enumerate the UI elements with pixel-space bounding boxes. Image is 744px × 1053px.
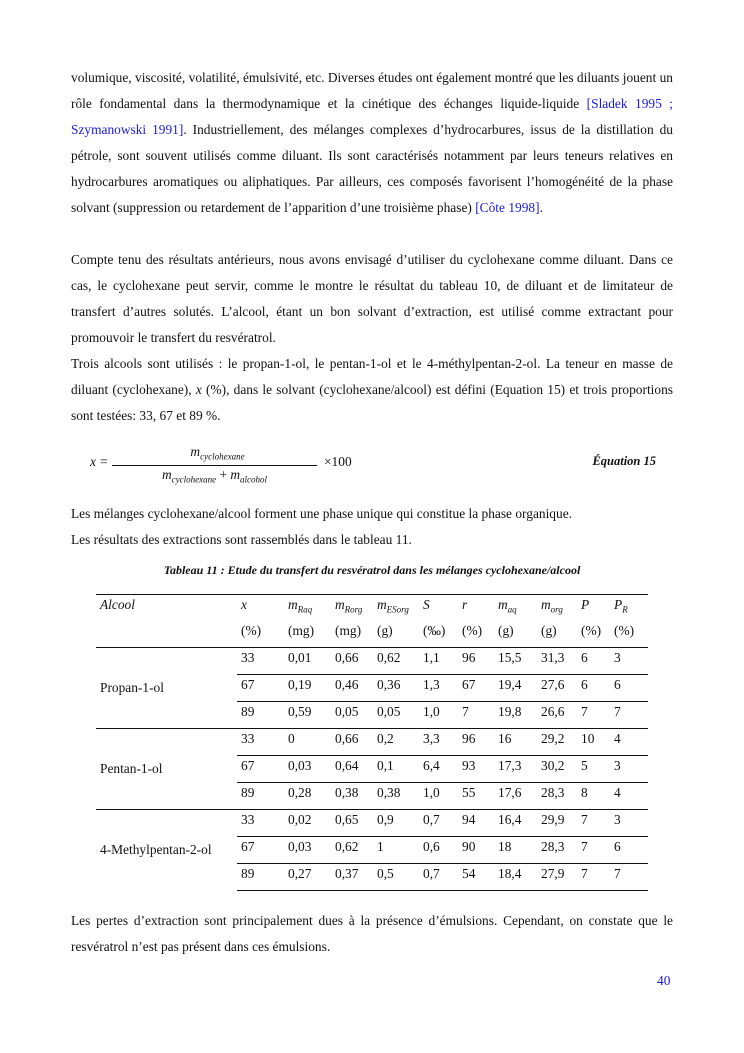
table-cell: 0,2: [373, 729, 419, 756]
table-cell: 0,27: [284, 864, 331, 891]
table-cell: 0,6: [419, 837, 458, 864]
table-cell: 0,38: [331, 783, 373, 810]
table-cell: 96: [462, 650, 476, 665]
table-cell: 33: [241, 650, 255, 665]
table-cell: 28,3: [537, 837, 577, 864]
table-cell: 28,3: [537, 783, 577, 810]
table-cell: 19,4: [494, 675, 537, 702]
table-cell: 6: [610, 675, 648, 702]
column-unit: (%): [237, 621, 284, 648]
equation-label: Équation 15: [592, 454, 656, 468]
table-cell: 0,59: [284, 702, 331, 729]
table-cell: 1,0: [419, 702, 458, 729]
column-header: $m_{org}$: [537, 595, 577, 622]
table-cell: 0: [284, 729, 331, 756]
paragraph-diluants: [71, 65, 673, 221]
table-cell: 96: [458, 729, 494, 756]
table-cell: 0,46: [331, 675, 373, 702]
table-cell: 0,7: [419, 864, 458, 891]
table-cell: 7: [458, 702, 494, 729]
paragraph-cyclohexane: Compte tenu des résultats antérieurs, nous avons envisagé d’utiliser du cyclohexane comme diluant. Dans ce cas, le cyclohexane peut servir, comme le montre le résultat du tableau 10, de diluant et de limitateur de transfert d’autres solutés. L’alcool, étant un bon solvant d’extraction, est utilisé comme extractant pour promouvoir le transfert du resvératrol.: [71, 252, 673, 345]
table-cell: 94: [458, 810, 494, 837]
table-cell: 0,02: [284, 810, 331, 837]
text: . Industriellement, des mélanges complexes d’hydrocarbures, issus de la distillation du pétrole, sont souvent utilisés comme diluant. Ils sont caractérisés notamment par leurs teneurs relatives en hydrocarbures aromatiques ou aliphatiques. Par ailleurs, ces composés favorisent l’homogénéité de la phase solvant (suppression ou retardement de l’apparition d’une troisième phase): [71, 122, 673, 215]
table-cell: 67: [237, 675, 284, 702]
column-unit: (%): [577, 621, 610, 648]
table-cell: 16,4: [494, 810, 537, 837]
column-header: S: [419, 595, 458, 622]
table-cell: 7: [577, 864, 610, 891]
table-cell: 0,66: [335, 650, 359, 665]
column-header: P: [577, 595, 610, 622]
table-cell: 89: [237, 864, 284, 891]
table-row: [96, 729, 648, 756]
table-row: [96, 648, 648, 675]
table-cell: 27,6: [537, 675, 577, 702]
table-cell: 17,6: [494, 783, 537, 810]
table-cell: 26,6: [537, 702, 577, 729]
table-cell: 33: [237, 810, 284, 837]
table-row: [96, 810, 648, 837]
table-cell: 15,5: [498, 650, 522, 665]
table-cell: 30,2: [537, 756, 577, 783]
table-cell: 1,0: [419, 783, 458, 810]
table-cell: 0,62: [331, 837, 373, 864]
table-cell: 0,65: [331, 810, 373, 837]
table-cell: 0,7: [419, 810, 458, 837]
table-cell: 0,9: [373, 810, 419, 837]
table-cell: 0,5: [373, 864, 419, 891]
table-cell: 0,36: [373, 675, 419, 702]
equation-denominator: $m_{cyclohexane} + m_{alcohol}$: [161, 467, 268, 485]
table-cell: 0,19: [284, 675, 331, 702]
table-cell: 7: [577, 810, 610, 837]
table-cell: 33: [237, 729, 284, 756]
column-unit: (g): [494, 621, 537, 648]
equation-lhs: x =: [90, 454, 109, 469]
paragraph-phase: Les mélanges cyclohexane/alcool forment une phase unique qui constitue la phase organique.: [71, 506, 572, 521]
column-unit: [96, 621, 237, 648]
column-unit: (‰): [419, 621, 458, 648]
table-cell: 3: [610, 756, 648, 783]
text: (%), dans le solvant (cyclohexane/alcool) est défini (Equation 15) et trois proportions sont testées: 33, 67 et 89 %.: [71, 382, 673, 423]
citation-link[interactable]: [Sladek 1995 ; Szymanowski 1991]: [71, 96, 673, 137]
equation-numerator: $m_{cyclohexane}$: [190, 444, 245, 462]
text: volumique, viscosité, volatilité, émulsivité, etc. Diverses études ont également montré que les diluants jouent un rôle fondamental dans la thermodynamique et la cinétique des échanges liquide-liquide: [71, 70, 673, 111]
results-table: [96, 594, 648, 891]
paragraph-pertes: Les pertes d’extraction sont principalement dues à la présence d’émulsions. Cependant, on constate que le resvératrol n’est pas présent dans ces émulsions.: [71, 913, 673, 954]
table-cell: 7: [610, 864, 648, 891]
table-cell: 7: [610, 702, 648, 729]
column-unit: (g): [373, 621, 419, 648]
table-cell: 0,62: [377, 650, 401, 665]
fraction-bar: [112, 465, 317, 466]
text: .: [539, 200, 543, 215]
table-cell: 0,66: [331, 729, 373, 756]
table-cell: 3: [614, 650, 621, 665]
table-cell: 0,01: [288, 650, 312, 665]
table-cell: 6: [577, 675, 610, 702]
paragraph-resultats: Les résultats des extractions sont rassemblés dans le tableau 11.: [71, 532, 412, 547]
table-cell: 93: [458, 756, 494, 783]
table-cell: 67: [237, 837, 284, 864]
column-unit: (%): [610, 621, 648, 648]
table-cell: 6: [581, 650, 588, 665]
table-cell: 90: [458, 837, 494, 864]
column-unit: (mg): [284, 621, 331, 648]
table-cell: 31,3: [541, 650, 565, 665]
column-header: $m_{Raq}$: [284, 595, 331, 622]
column-header: $m_{ESorg}$: [373, 595, 419, 622]
table-cell: 0,1: [373, 756, 419, 783]
table-cell: 27,9: [537, 864, 577, 891]
equation-multiplier: ×100: [324, 454, 352, 469]
table-cell: 55: [458, 783, 494, 810]
column-header: $P_R$: [610, 595, 648, 622]
column-unit: (g): [537, 621, 577, 648]
paragraph-alcools: [71, 351, 673, 429]
table-cell: 7: [577, 702, 610, 729]
table-cell: 0,05: [373, 702, 419, 729]
table-cell: 3: [610, 810, 648, 837]
page-number: 40: [657, 973, 671, 988]
table-caption: Tableau 11 : Etude du transfert du resvératrol dans les mélanges cyclohexane/alcool: [163, 563, 581, 577]
text: Trois alcools sont utilisés : le propan-1-ol, le pentan-1-ol et le 4-méthylpentan-2-ol. La teneur en masse de diluant (cyclohexane),: [71, 356, 673, 397]
table-cell: 0,38: [373, 783, 419, 810]
table-cell: 67: [237, 756, 284, 783]
table-cell: 89: [237, 783, 284, 810]
column-header: r: [458, 595, 494, 622]
equation-15: [90, 444, 656, 490]
table-cell: 1,1: [423, 650, 440, 665]
table-cell: 29,9: [537, 810, 577, 837]
column-unit: (mg): [331, 621, 373, 648]
table-cell: 3,3: [419, 729, 458, 756]
table-cell: 6,4: [419, 756, 458, 783]
table-cell: 29,2: [537, 729, 577, 756]
column-header: x: [237, 595, 284, 622]
table-cell: 0,05: [331, 702, 373, 729]
table-cell: 8: [577, 783, 610, 810]
table-cell: 4: [610, 783, 648, 810]
column-header: $m_{aq}$: [494, 595, 537, 622]
table-cell: 10: [577, 729, 610, 756]
column-unit: (%): [458, 621, 494, 648]
alcohol-name: Propan-1-ol: [100, 680, 164, 695]
table-cell: 17,3: [494, 756, 537, 783]
table-cell: 0,28: [284, 783, 331, 810]
alcohol-name: Pentan-1-ol: [96, 729, 237, 810]
table-cell: 16: [494, 729, 537, 756]
alcohol-name: 4-Methylpentan-2-ol: [96, 810, 237, 891]
table-cell: 18,4: [494, 864, 537, 891]
table-cell: 0,03: [284, 756, 331, 783]
citation-link[interactable]: [Côte 1998]: [475, 200, 540, 215]
table-cell: 54: [458, 864, 494, 891]
table-cell: 1: [373, 837, 419, 864]
table-cell: 0,64: [331, 756, 373, 783]
table-cell: 0,37: [331, 864, 373, 891]
table-cell: 0,03: [284, 837, 331, 864]
table-cell: 18: [494, 837, 537, 864]
table-cell: 7: [577, 837, 610, 864]
variable: x: [195, 382, 202, 397]
table-cell: 5: [577, 756, 610, 783]
table-cell: 67: [458, 675, 494, 702]
table-cell: 19,8: [494, 702, 537, 729]
table-cell: 1,3: [419, 675, 458, 702]
table-cell: 4: [610, 729, 648, 756]
table-cell: 89: [237, 702, 284, 729]
table-cell: 6: [610, 837, 648, 864]
column-header: Alcool: [96, 595, 237, 622]
column-header: $m_{Rorg}$: [331, 595, 373, 622]
